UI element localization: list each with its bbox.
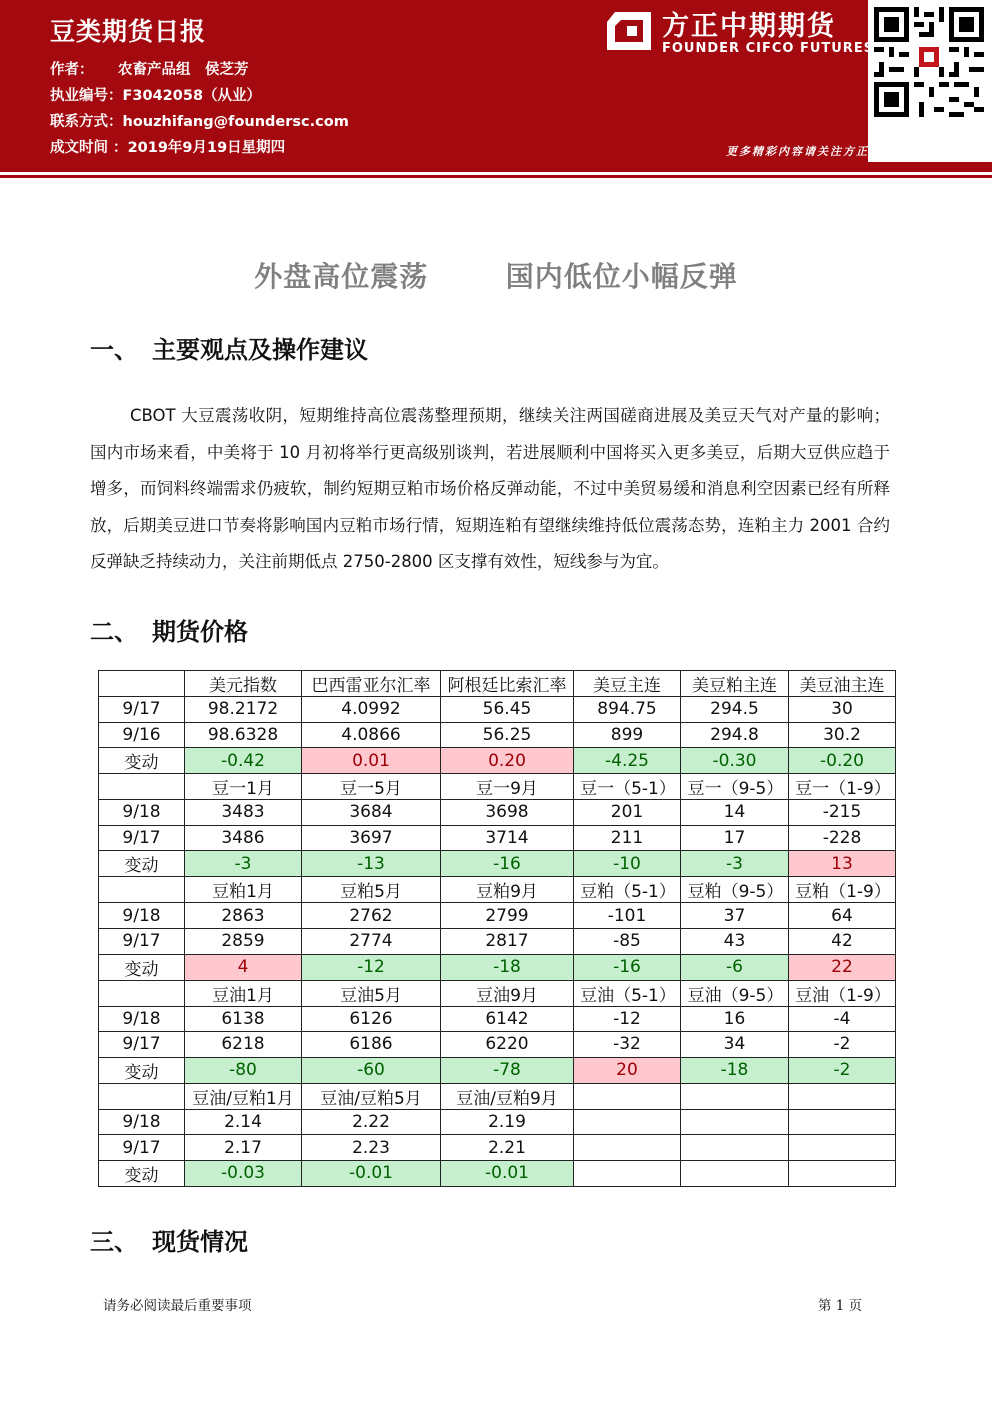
column-header-cell: 豆一（9-5） <box>681 774 789 800</box>
table-row <box>99 825 896 851</box>
author-value: 农畜产品组 侯芝芳 <box>118 62 249 78</box>
value-cell: 3483 <box>185 800 302 826</box>
row-label-cell: 9/16 <box>99 722 185 748</box>
contact-line <box>50 110 349 131</box>
value-cell: -0.30 <box>681 748 789 774</box>
column-header-cell: 豆油9月 <box>441 980 574 1006</box>
report-title: 豆类期货日报 <box>50 17 207 46</box>
views-paragraph: CBOT 大豆震荡收阴，短期维持高位震荡整理预期，继续关注两国磋商进展及美豆天气对产量的影响；国内市场来看，中美将于 10 月初将举行更高级别谈判，若进展顺利中国将买入更多美豆，后期大豆供应趋于增多，而饲料终端需求仍疲软，制约短期豆粕市场价格反弹动能，不过中美贸易缓和消息利空因素已经有所释放，后期美豆进口节奏将影响国内豆粕市场行情，短期连粕有望继续维持低位震荡态势，连粕主力 2001 合约反弹缺乏持续动力，关注前期低点 2750-2800 区支撑有效性，短线参与为宜。 <box>90 406 890 571</box>
value-cell: 6220 <box>441 1032 574 1058</box>
value-cell: -10 <box>574 851 681 877</box>
value-cell: 0.20 <box>441 748 574 774</box>
column-header-cell: 豆粕1月 <box>185 877 302 903</box>
value-cell: 34 <box>681 1032 789 1058</box>
value-cell: 98.6328 <box>185 722 302 748</box>
value-cell: 16 <box>681 1006 789 1032</box>
value-cell <box>681 1109 789 1135</box>
row-label-cell: 9/17 <box>99 1135 185 1161</box>
value-cell: 30 <box>789 697 896 723</box>
value-cell: 6126 <box>302 1006 441 1032</box>
table-row <box>99 903 896 929</box>
value-cell: -80 <box>185 1057 302 1083</box>
up-arrow-icon <box>972 136 992 162</box>
value-cell: -215 <box>789 800 896 826</box>
column-header-cell <box>681 1083 789 1109</box>
column-header-cell: 豆油（9-5） <box>681 980 789 1006</box>
row-label-cell: 9/17 <box>99 825 185 851</box>
table-row <box>99 1032 896 1058</box>
value-cell <box>789 1160 896 1186</box>
column-header-cell: 豆粕（9-5） <box>681 877 789 903</box>
table-row <box>99 1109 896 1135</box>
value-cell: 37 <box>681 903 789 929</box>
value-cell: 0.01 <box>302 748 441 774</box>
value-cell: 30.2 <box>789 722 896 748</box>
row-label-cell: 变动 <box>99 748 185 774</box>
value-cell: -0.20 <box>789 748 896 774</box>
value-cell: 3697 <box>302 825 441 851</box>
value-cell: 4 <box>185 954 302 980</box>
value-cell: 894.75 <box>574 697 681 723</box>
section-title: 期货价格 <box>152 618 248 646</box>
column-header-cell: 豆一1月 <box>185 774 302 800</box>
value-cell: -3 <box>185 851 302 877</box>
column-header-cell <box>574 1083 681 1109</box>
row-label-cell <box>99 877 185 903</box>
value-cell: 2774 <box>302 928 441 954</box>
footer-notice: 请务必阅读最后重要事项 <box>103 1298 252 1314</box>
table-row <box>99 800 896 826</box>
author-label: 作者： <box>50 62 94 78</box>
value-cell: -101 <box>574 903 681 929</box>
value-cell: -6 <box>681 954 789 980</box>
column-header-cell: 巴西雷亚尔汇率 <box>302 671 441 697</box>
column-header-cell: 豆一（5-1） <box>574 774 681 800</box>
section-number: 二、 <box>90 618 138 646</box>
column-header-cell: 豆粕5月 <box>302 877 441 903</box>
value-cell: 22 <box>789 954 896 980</box>
header-divider <box>0 162 992 172</box>
row-label-cell: 变动 <box>99 1057 185 1083</box>
column-header-cell: 豆粕（5-1） <box>574 877 681 903</box>
value-cell: -18 <box>681 1057 789 1083</box>
column-header-cell: 豆粕9月 <box>441 877 574 903</box>
license-line <box>50 84 261 105</box>
row-label-cell: 变动 <box>99 954 185 980</box>
value-cell: -0.42 <box>185 748 302 774</box>
section-title: 主要观点及操作建议 <box>152 336 368 364</box>
value-cell: -16 <box>574 954 681 980</box>
futures-price-table <box>98 670 896 1187</box>
value-cell: 211 <box>574 825 681 851</box>
value-cell <box>574 1109 681 1135</box>
value-cell: 3698 <box>441 800 574 826</box>
column-header-cell: 豆油/豆粕5月 <box>302 1083 441 1109</box>
row-label-cell <box>99 980 185 1006</box>
value-cell: 6218 <box>185 1032 302 1058</box>
qr-code-icon[interactable] <box>874 6 984 118</box>
value-cell: 6142 <box>441 1006 574 1032</box>
value-cell <box>574 1135 681 1161</box>
column-header-cell: 豆一5月 <box>302 774 441 800</box>
value-cell: -0.03 <box>185 1160 302 1186</box>
value-cell: -4.25 <box>574 748 681 774</box>
value-cell <box>681 1160 789 1186</box>
section-heading-futures-prices <box>90 612 248 647</box>
column-header-cell: 豆油5月 <box>302 980 441 1006</box>
section-number: 一、 <box>90 336 138 364</box>
row-label-cell <box>99 774 185 800</box>
table-change-row <box>99 748 896 774</box>
section-heading-views <box>90 330 368 365</box>
table-header-row <box>99 1083 896 1109</box>
value-cell: 2.21 <box>441 1135 574 1161</box>
row-label-cell <box>99 1083 185 1109</box>
value-cell: 17 <box>681 825 789 851</box>
value-cell: 4.0866 <box>302 722 441 748</box>
page-number: 第 1 页 <box>818 1298 863 1314</box>
section-heading-spot <box>90 1222 248 1257</box>
value-cell: -18 <box>441 954 574 980</box>
value-cell: 98.2172 <box>185 697 302 723</box>
value-cell: 2.23 <box>302 1135 441 1161</box>
date-line <box>50 136 285 157</box>
value-cell: 56.25 <box>441 722 574 748</box>
column-header-cell: 美豆粕主连 <box>681 671 789 697</box>
header-slogan: 更多精彩内容请关注方正中期官方微信 <box>726 145 947 158</box>
value-cell <box>789 1135 896 1161</box>
row-label-cell: 9/18 <box>99 800 185 826</box>
column-header-cell: 豆油/豆粕1月 <box>185 1083 302 1109</box>
value-cell: -2 <box>789 1032 896 1058</box>
contact-label: 联系方式： <box>50 114 123 130</box>
table-header-row <box>99 671 896 697</box>
value-cell: 2762 <box>302 903 441 929</box>
date-value: 2019年9月19日星期四 <box>127 140 286 156</box>
row-label-cell: 9/17 <box>99 928 185 954</box>
value-cell: -0.01 <box>302 1160 441 1186</box>
value-cell: 2.22 <box>302 1109 441 1135</box>
value-cell: 6138 <box>185 1006 302 1032</box>
date-label: 成文时间 ： <box>50 140 128 156</box>
value-cell: -78 <box>441 1057 574 1083</box>
license-label: 执业编号： <box>50 88 123 104</box>
value-cell: -2 <box>789 1057 896 1083</box>
value-cell: -4 <box>789 1006 896 1032</box>
row-label-cell: 变动 <box>99 1160 185 1186</box>
author-line <box>50 58 249 79</box>
section-title: 现货情况 <box>152 1228 248 1256</box>
value-cell: 294.5 <box>681 697 789 723</box>
column-header-cell: 豆油1月 <box>185 980 302 1006</box>
table-header-row <box>99 980 896 1006</box>
value-cell: 13 <box>789 851 896 877</box>
value-cell <box>574 1160 681 1186</box>
company-name-cn: 方正中期期货 <box>662 11 836 42</box>
value-cell: 3684 <box>302 800 441 826</box>
value-cell: -32 <box>574 1032 681 1058</box>
report-header <box>0 0 992 180</box>
column-header-cell <box>789 1083 896 1109</box>
table-row <box>99 928 896 954</box>
column-header-cell: 豆油/豆粕9月 <box>441 1083 574 1109</box>
row-label-cell: 9/17 <box>99 1032 185 1058</box>
column-header-cell: 豆粕（1-9） <box>789 877 896 903</box>
value-cell: 899 <box>574 722 681 748</box>
value-cell: -0.01 <box>441 1160 574 1186</box>
value-cell: 2863 <box>185 903 302 929</box>
row-label-cell: 9/18 <box>99 1109 185 1135</box>
value-cell <box>681 1135 789 1161</box>
row-label-cell <box>99 671 185 697</box>
value-cell: 4.0992 <box>302 697 441 723</box>
row-label-cell: 变动 <box>99 851 185 877</box>
column-header-cell: 豆一（1-9） <box>789 774 896 800</box>
value-cell: -16 <box>441 851 574 877</box>
value-cell: -12 <box>574 1006 681 1032</box>
value-cell: -13 <box>302 851 441 877</box>
company-name-en: FOUNDER CIFCO FUTURES <box>662 41 875 56</box>
document-title-part2: 国内低位小幅反弹 <box>505 260 738 293</box>
value-cell: 2799 <box>441 903 574 929</box>
value-cell: 6186 <box>302 1032 441 1058</box>
column-header-cell: 豆一9月 <box>441 774 574 800</box>
table-change-row <box>99 851 896 877</box>
value-cell: 2859 <box>185 928 302 954</box>
table-row <box>99 1135 896 1161</box>
table-change-row <box>99 1057 896 1083</box>
table-change-row <box>99 954 896 980</box>
row-label-cell: 9/18 <box>99 1006 185 1032</box>
row-label-cell: 9/18 <box>99 903 185 929</box>
table-row <box>99 697 896 723</box>
value-cell: -60 <box>302 1057 441 1083</box>
value-cell: -12 <box>302 954 441 980</box>
value-cell: 2817 <box>441 928 574 954</box>
contact-email[interactable]: houzhifang@foundersc.com <box>122 114 349 130</box>
value-cell: 2.19 <box>441 1109 574 1135</box>
table-row <box>99 722 896 748</box>
column-header-cell: 美元指数 <box>185 671 302 697</box>
value-cell: 20 <box>574 1057 681 1083</box>
value-cell: -85 <box>574 928 681 954</box>
value-cell: 201 <box>574 800 681 826</box>
document-title-part1: 外盘高位震荡 <box>254 260 429 293</box>
column-header-cell: 豆油（1-9） <box>789 980 896 1006</box>
table-header-row <box>99 774 896 800</box>
value-cell: 3486 <box>185 825 302 851</box>
value-cell: -228 <box>789 825 896 851</box>
value-cell <box>789 1109 896 1135</box>
row-label-cell: 9/17 <box>99 697 185 723</box>
value-cell: -3 <box>681 851 789 877</box>
table-change-row <box>99 1160 896 1186</box>
license-value: F3042058（从业） <box>122 88 262 104</box>
section-number: 三、 <box>90 1228 138 1256</box>
value-cell: 14 <box>681 800 789 826</box>
header-thin-divider <box>0 175 992 178</box>
value-cell: 3714 <box>441 825 574 851</box>
value-cell: 2.14 <box>185 1109 302 1135</box>
value-cell: 56.45 <box>441 697 574 723</box>
value-cell: 42 <box>789 928 896 954</box>
document-title <box>0 255 992 295</box>
value-cell: 2.17 <box>185 1135 302 1161</box>
column-header-cell: 美豆主连 <box>574 671 681 697</box>
column-header-cell: 美豆油主连 <box>789 671 896 697</box>
column-header-cell: 豆油（5-1） <box>574 980 681 1006</box>
value-cell: 294.8 <box>681 722 789 748</box>
value-cell: 64 <box>789 903 896 929</box>
value-cell: 43 <box>681 928 789 954</box>
column-header-cell: 阿根廷比索汇率 <box>441 671 574 697</box>
table-header-row <box>99 877 896 903</box>
table-row <box>99 1006 896 1032</box>
company-logo-icon <box>605 10 653 52</box>
